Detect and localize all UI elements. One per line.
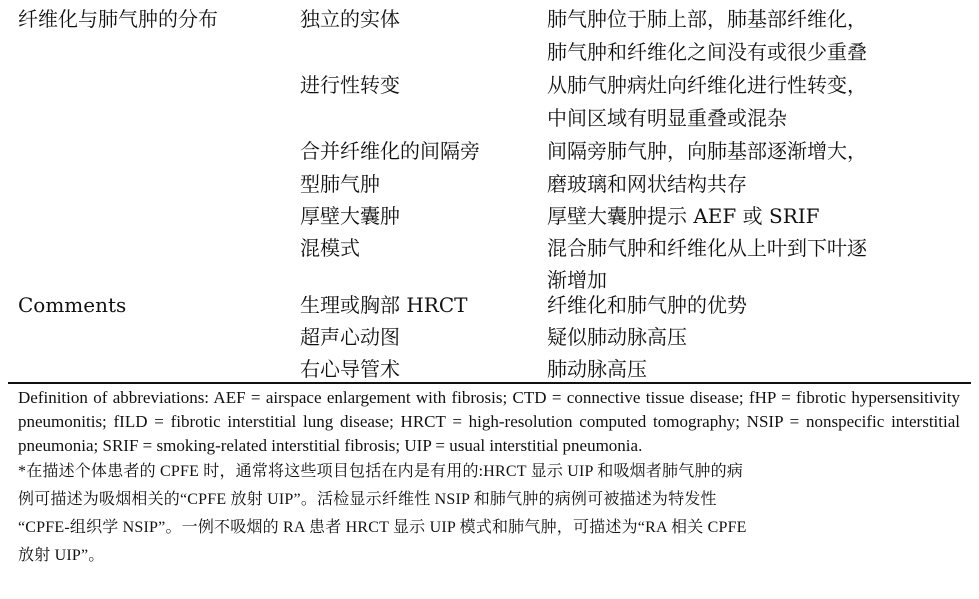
table-row [0,232,979,265]
row-category-cell: Comments [18,293,127,317]
row-item-cell: 合并纤维化的间隔旁 [300,139,480,163]
row-item-cell: 型肺气肿 [300,172,380,196]
table-bottom-rule [8,382,971,384]
row-item-cell: 混模式 [300,236,360,260]
row-item-cell: 超声心动图 [300,325,400,349]
row-description-cell: 渐增加 [547,268,607,292]
row-description-cell: 肺动脉高压 [547,357,647,381]
row-description-cell: 纤维化和肺气肿的优势 [547,293,747,317]
row-item-cell: 独立的实体 [300,7,400,31]
row-description-cell: 中间区域有明显重叠或混杂 [547,106,787,130]
note-line: *在描述个体患者的 CPFE 时，通常将这些项目包括在内是有用的:HRCT 显示 UIP 和吸烟者肺气肿的病 [18,463,744,480]
row-description-cell: 厚壁大囊肿提示 AEF 或 SRIF [547,204,820,228]
abbreviation-definitions [18,386,960,458]
note-line: 例可描述为吸烟相关的“CPFE 放射 UIP”。活检显示纤维性 NSIP 和肺气肿的病例可被描述为特发性 [18,491,717,508]
table-footnotes [18,386,960,570]
table-row [0,102,979,135]
row-description-cell: 磨玻璃和网状结构共存 [547,172,747,196]
table-row [0,135,979,168]
table-row [0,69,979,102]
row-item-cell: 厚壁大囊肿 [300,204,400,228]
row-description-cell: 混合肺气肿和纤维化从上叶到下叶逐 [547,236,867,260]
note-line: 放射 UIP”。 [18,547,105,564]
row-item-cell: 生理或胸部 HRCT [300,293,468,317]
table-row [0,168,979,201]
row-description-cell: 肺气肿位于肺上部，肺基部纤维化， [547,7,867,31]
row-description-cell: 从肺气肿病灶向纤维化进行性转变， [547,73,867,97]
row-category-cell: 纤维化与肺气肿的分布 [18,7,218,31]
row-item-cell: 右心导管术 [300,357,400,381]
abbreviation-text: Definition of abbreviations: AEF = airspace enlargement with fibrosis; CTD = connective tissue disease; fHP = fibrotic hypersensitivity pneumonitis; fILD = fibrotic interstitial lung disease; HRCT = high-resolution computed tomography; NSIP = nonspecific interstitial pneumonia; SRIF = smoking-related interstitial fibrosis; UIP = usual interstitial pneumonia. [18,388,960,455]
row-description-cell: 疑似肺动脉高压 [547,325,687,349]
table-row [0,36,979,69]
table-row [0,321,979,354]
table-row [0,200,979,233]
asterisk-note [18,458,960,570]
row-description-cell: 间隔旁肺气肿，向肺基部逐渐增大， [547,139,867,163]
table-row [0,3,979,36]
row-item-cell: 进行性转变 [300,73,400,97]
note-line: “CPFE-组织学 NSIP”。一例不吸烟的 RA 患者 HRCT 显示 UIP 模式和肺气肿，可描述为“RA 相关 CPFE [18,519,747,536]
row-description-cell: 肺气肿和纤维化之间没有或很少重叠 [547,40,867,64]
table-row [0,289,979,322]
